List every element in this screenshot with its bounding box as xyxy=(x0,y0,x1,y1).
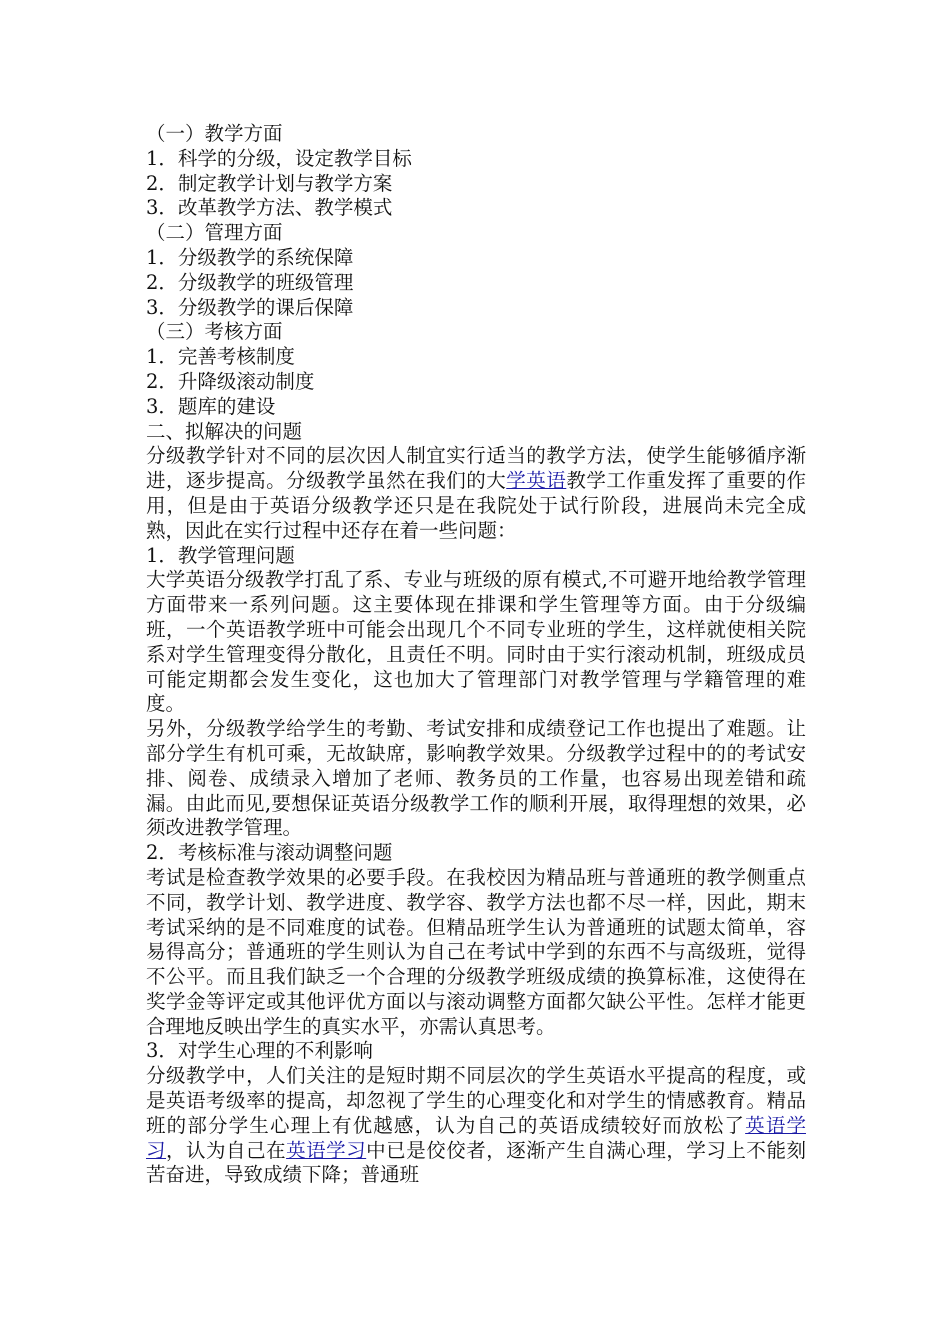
document-page xyxy=(146,122,806,1188)
outline-heading-teaching: （一）教学方面 xyxy=(146,122,283,145)
problem-heading-psychology: 3．对学生心理的不利影响 xyxy=(146,1039,373,1063)
english-learning-link[interactable]: 英语学习 xyxy=(286,1138,367,1162)
outline-heading-management: （二）管理方面 xyxy=(146,221,283,245)
problem-heading-assessment: 2．考核标准与滚动调整问题 xyxy=(146,841,393,865)
outline-item: 1．科学的分级，设定教学目标 xyxy=(146,146,412,170)
paragraph: 另外，分级教学给学生的考勤、考试安排和成绩登记工作也提出了难题。让部分学生有机可乘，无故缺席，影响教学效果。分级教学过程中的的考试安排、阅卷、成绩录入增加了老师、教务员的工作量，也容易出现差错和疏漏。由此而见,要想保证英语分级教学工作的顺利开展，取得理想的效果，必须改进教学管理。 xyxy=(146,717,806,840)
section-heading: 二、拟解决的问题 xyxy=(146,419,303,443)
outline-item: 1．完善考核制度 xyxy=(146,345,295,369)
problem-heading-management: 1．教学管理问题 xyxy=(146,543,295,567)
outline-item: 1．分级教学的系统保障 xyxy=(146,245,354,269)
paragraph: 考试是检查教学效果的必要手段。在我校因为精品班与普通班的教学侧重点不同，教学计划、教学进度、教学容、教学方法也都不尽一样，因此，期末考试采纳的是不同难度的试卷。但精品班学生认为普通班的试题太简单，容易得高分；普通班的学生则认为自己在考试中学到的东西不与高级班，觉得不公平。而且我们缺乏一个合理的分级教学班级成绩的换算标准，这使得在奖学金等评定或其他评优方面以与滚动调整方面都欠缺公平性。怎样才能更合理地反映出学生的真实水平，亦需认真思考。 xyxy=(146,865,806,1038)
outline-item: 2．分级教学的班级管理 xyxy=(146,270,354,294)
outline-heading-assessment: （三）考核方面 xyxy=(146,320,283,344)
outline-item: 3．题库的建设 xyxy=(146,394,276,418)
paragraph: 大学英语分级教学打乱了系、专业与班级的原有模式,不可避开地给教学管理方面带来一系列问题。这主要体现在排课和学生管理等方面。由于分级编班，一个英语教学班中可能会出现几个不同专业班的学生，这样就使相关院系对学生管理变得分散化，且责任不明。同时由于实行滚动机制，班级成员可能定期都会发生变化，这也加大了管理部门对教学管理与学籍管理的难度。 xyxy=(146,568,806,716)
english-learning-link[interactable]: 英语学习 xyxy=(146,1113,806,1162)
outline-item: 2．制定教学计划与教学方案 xyxy=(146,171,393,195)
outline-item: 3．改革教学方法、教学模式 xyxy=(146,196,393,220)
outline-item: 2．升降级滚动制度 xyxy=(146,369,315,393)
paragraph: 分级教学中，人们关注的是短时期不同层次的学生英语水平提高的程度，或是英语考级率的提高，却忽视了学生的心理变化和对学生的情感教育。精品班的部分学生心理上有优越感，认为自己的英语成绩较好而放松了英语学习，认为自己在英语学习中已是佼佼者，逐渐产生自满心理，学习上不能刻苦奋进，导致成绩下降；普通班 xyxy=(146,1064,806,1187)
intro-paragraph: 分级教学针对不同的层次因人制宜实行适当的教学方法，使学生能够循序渐进，逐步提高。分级教学虽然在我们的大学英语教学工作重发挥了重要的作用，但是由于英语分级教学还只是在我院处于试行阶段，进展尚未完全成熟，因此在实行过程中还存在着一些问题： xyxy=(146,444,806,542)
outline-item: 3．分级教学的课后保障 xyxy=(146,295,354,319)
college-english-link[interactable]: 学英语 xyxy=(506,469,567,493)
